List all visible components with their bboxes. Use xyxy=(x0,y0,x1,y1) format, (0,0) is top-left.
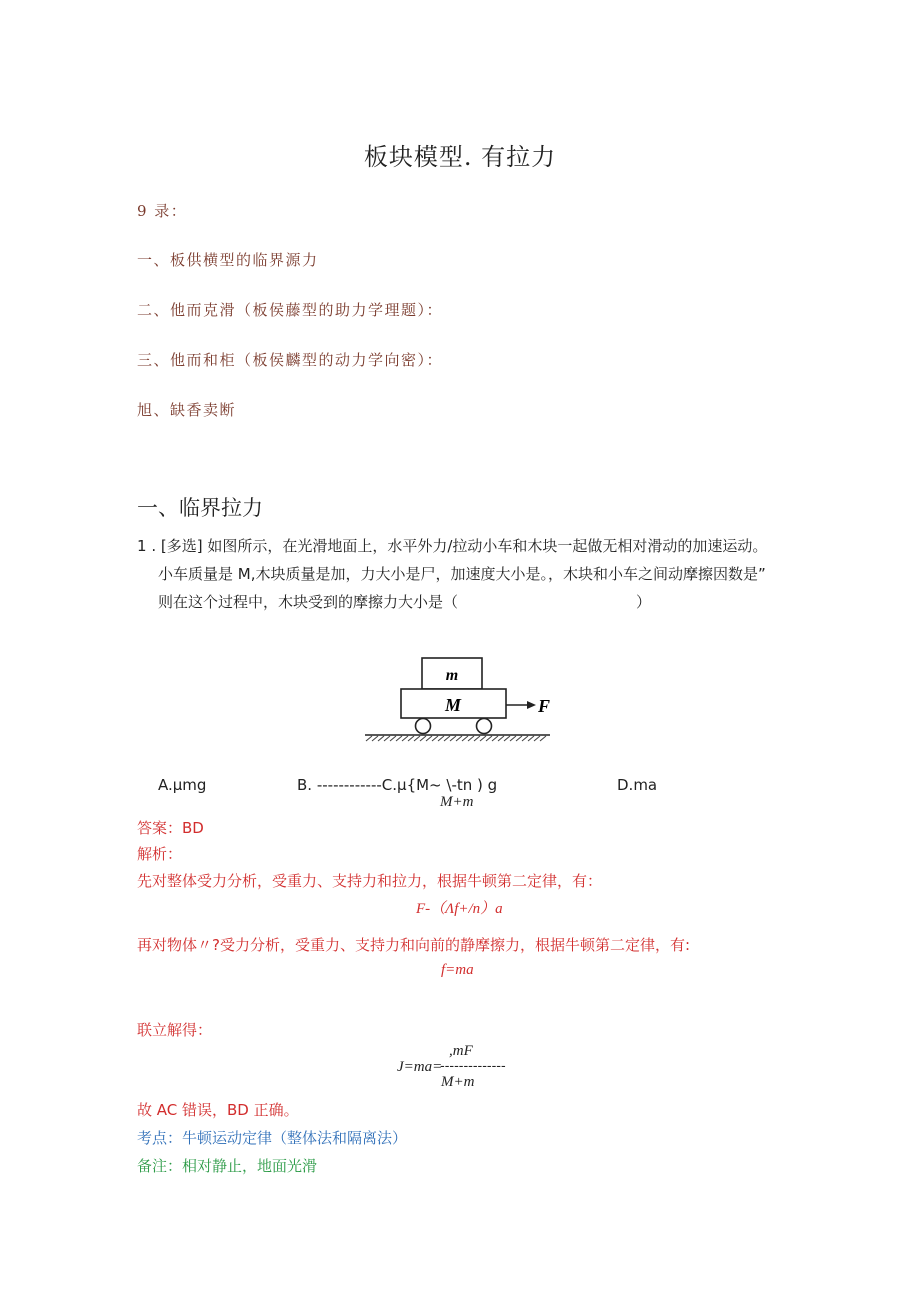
toc-heading: 9 录： xyxy=(137,202,188,220)
wheel-right xyxy=(477,719,492,734)
page-title: 板块模型. 有拉力 xyxy=(363,143,557,171)
question-number: 1 xyxy=(137,537,147,555)
formula-3-left: J=ma= xyxy=(397,1059,443,1075)
cart-block-figure xyxy=(360,650,570,745)
toc-item-1[interactable]: 一、板供横型的临界源力 xyxy=(137,251,319,269)
label-M: M xyxy=(444,695,462,715)
option-d-text: D.ma xyxy=(617,776,658,794)
option-d[interactable] xyxy=(617,776,657,794)
option-b-denominator: M+m xyxy=(440,794,474,810)
question-line-3: 则在这个过程中，木块受到的摩擦力大小是（ xyxy=(158,593,459,611)
formula-3-numerator: ,mF xyxy=(449,1043,473,1059)
answer-label: 答案：BD xyxy=(137,819,204,837)
wheel-left xyxy=(416,719,431,734)
cart-M xyxy=(401,689,506,718)
formula-1: F-（Λf+/n）a xyxy=(416,901,503,917)
formula-3-denominator: M+m xyxy=(441,1074,475,1090)
question-paren-close: ） xyxy=(636,593,652,611)
force-arrow xyxy=(506,696,550,716)
toc-item-2[interactable]: 二、他而克滑（板侯藤型的助力学理题）： xyxy=(137,301,444,319)
analysis-step-3: 联立解得： xyxy=(137,1021,213,1039)
option-a[interactable] xyxy=(158,776,206,794)
key-point: 考点：牛顿运动定律（整体法和隔离法） xyxy=(137,1129,408,1147)
question-line-1 xyxy=(137,532,767,560)
analysis-label: 解析： xyxy=(137,845,183,863)
option-a-text: A.μmg xyxy=(158,776,207,794)
label-F: F xyxy=(538,696,551,716)
conclusion: 故 AC 错误，BD 正确。 xyxy=(137,1101,299,1119)
block-m xyxy=(422,658,482,689)
label-m: m xyxy=(445,667,459,684)
option-b-c[interactable] xyxy=(297,776,497,794)
question-line-2: 小车质量是 M,木块质量是加，力大小是尸，加速度大小是。，木块和小车之间动摩擦因数是” xyxy=(158,565,766,583)
ground xyxy=(365,735,550,741)
toc-item-4[interactable]: 旭、缺香卖断 xyxy=(137,401,237,419)
formula-3-bar: -------------- xyxy=(440,1059,506,1074)
question-text-1: . [多选] 如图所示，在光滑地面上，水平外力/拉动小车和木块一起做无相对滑动的加速运动。 xyxy=(151,537,768,555)
option-b-c-text: B. ------------C.μ{M~ \-tn ) g xyxy=(297,776,498,794)
analysis-step-2: 再对物体〃?受力分析，受重力、支持力和向前的静摩擦力，根据牛顿第二定律，有: xyxy=(137,936,691,954)
note: 备注：相对静止，地面光滑 xyxy=(137,1157,318,1175)
section-heading: 一、临界拉力 xyxy=(137,496,263,520)
toc-item-3[interactable]: 三、他而和柜（板侯麟型的动力学向密）： xyxy=(137,351,444,369)
analysis-step-1: 先对整体受力分析，受重力、支持力和拉力，根据牛顿第二定律，有： xyxy=(137,872,603,890)
formula-2: f=ma xyxy=(441,962,474,978)
